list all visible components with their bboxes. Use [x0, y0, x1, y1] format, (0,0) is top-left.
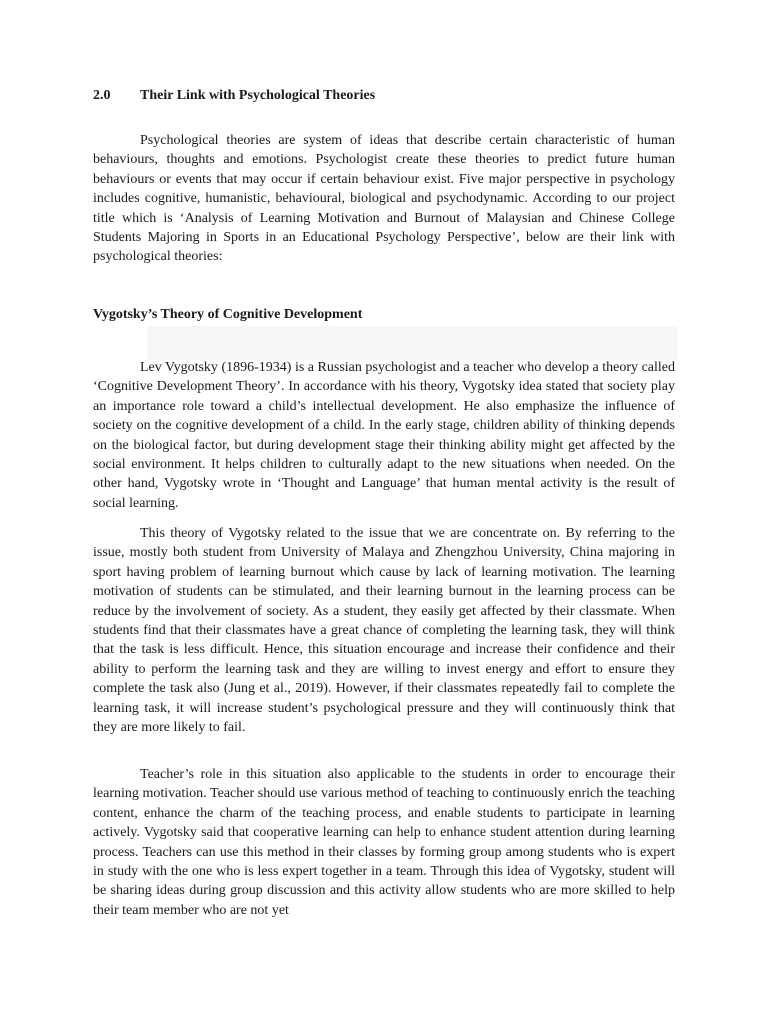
section-heading — [93, 88, 375, 104]
issue-relation-paragraph: This theory of Vygotsky related to the issue that we are concentrate on. By referring to the issue, mostly both student from University of Malaya and Zhengzhou University, China majoring in sport having problem of learning burnout which cause by lack of learning motivation. The learning motivation of students can be stimulated, and their learning burnout in the learning process can be reduce by the involvement of society. As a student, they easily get affected by their classmate. When students find that their classmates have a great chance of completing the learning task, they will think that the task is less difficult. Hence, this situation encourage and increase their confidence and their ability to perform the learning task and they are willing to invest energy and effort to ensure they complete the task also (Jung et al., 2019). However, if their classmates repeatedly fail to complete the learning task, it will increase student’s psychological pressure and they will continuously think that they are more likely to fail. — [93, 526, 675, 736]
intro-paragraph: Psychological theories are system of ideas that describe certain characteristic of human behaviours, thoughts and emotions. Psychologist create these theories to predict future human behaviours or events that may occur if certain behaviour exist. Five major perspective in psychology includes cognitive, humanistic, behavioural, biological and psychodynamic. According to our project title which is ‘Analysis of Learning Motivation and Burnout of Malaysian and Chinese College Students Majoring in Sports in an Educational Psychology Perspective’, below are their link with psychological theories: — [93, 133, 675, 265]
grey-highlight-band — [147, 326, 678, 360]
teacher-role-paragraph: Teacher’s role in this situation also applicable to the students in order to encourage their learning motivation. Teacher should use various method of teaching to continuously enrich the teaching content, enhance the charm of the teaching process, and enable students to participate in learning actively. Vygotsky said that cooperative learning can help to enhance student attention during learning process. Teachers can use this method in their classes by forming group among students who is expert in study with the one who is less expert together in a team. Through this idea of Vygotsky, student will be sharing ideas during group discussion and this activity allow students who are more skilled to help their team member who are not yet — [93, 767, 675, 918]
subsection-heading: Vygotsky’s Theory of Cognitive Development — [93, 307, 363, 322]
section-number: 2.0 — [93, 88, 111, 103]
section-title: Their Link with Psychological Theories — [140, 88, 376, 103]
vygotsky-intro-paragraph: Lev Vygotsky (1896-1934) is a Russian psychologist and a teacher who develop a theory called ‘Cognitive Development Theory’. In accordance with his theory, Vygotsky idea stated that society play an importance role toward a child’s intellectual development. He also emphasize the influence of society on the cognitive development of a child. In the early stage, children ability of thinking depends on the biological factor, but during development stage their thinking ability might get affected by the social environment. It helps children to culturally adapt to the new situations when needed. On the other hand, Vygotsky wrote in ‘Thought and Language’ that human mental activity is the result of social learning. — [93, 360, 675, 511]
